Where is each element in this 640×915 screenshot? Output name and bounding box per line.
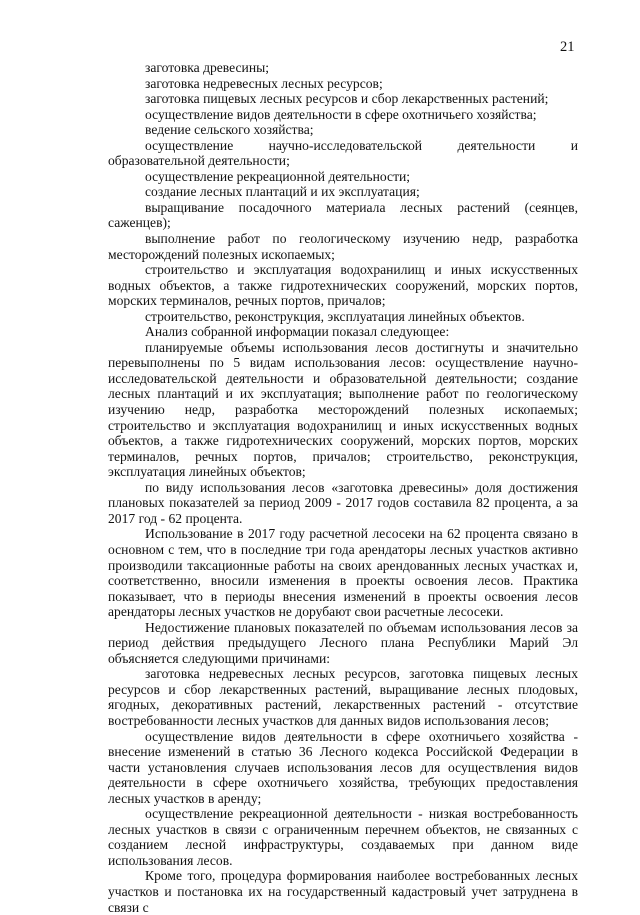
list-item-hunting: осуществление видов деятельности в сфере охотничьего хозяйства; (145, 106, 537, 122)
paragraph-allowable-cut: Использование в 2017 году расчетной лесосеки на 62 процента связано в основном с тем, что в последние три года арендаторы лесных участков активно производили таксационные работы на своих арендованных лесных участках и, соответственно, вносили изменения в проекты освоения лесов. Практика показывает, что в периоды внесения изменений в проекты освоения лесов арендаторы лесных участков не дорубают свои расчетные лесосеки. (108, 526, 578, 620)
finding-exceeded-plans: планируемые объемы использования лесов достигнуты и значительно перевыполнены по 5 видам использования лесов: осуществление научно-исследовательской деятельности и образовательной деятельности; создание лесных плантаций и их эксплуатация; выполнение работ по геологическому изучению недр, разработка месторождений полезных ископаемых; строительство и эксплуатация водохранилищ и иных искусственных водных объектов, а также гидротехнических сооружений, морских портов, морских терминалов, речных портов, причалов; строительство, реконструкция, эксплуатация линейных объектов; (108, 339, 578, 480)
document-body (108, 60, 578, 915)
list-item-food-resources: заготовка пищевых лесных ресурсов и сбор лекарственных растений; (145, 91, 549, 107)
list-item-geology: выполнение работ по геологическому изучению недр, разработка месторождений полезных ископаемых; (108, 231, 578, 262)
finding-timber-share: по виду использования лесов «заготовка древесины» доля достижения плановых показателей за период 2009 - 2017 годов составила 82 процента, а за 2017 год - 62 процента. (108, 479, 578, 526)
reason-recreation: осуществление рекреационной деятельности - низкая востребованность лесных участков в связи с ограниченным перечнем объектов, не связанных с созданием лесной инфраструктуры, создаваемых при данном виде использования лесов. (108, 806, 578, 868)
list-item-timber-harvesting: заготовка древесины; (145, 60, 270, 75)
list-item-seedlings: выращивание посадочного материала лесных растений (сеянцев, саженцев); (108, 199, 578, 231)
analysis-intro: Анализ собранной информации показал следующее: (145, 324, 450, 340)
page-number: 21 (560, 39, 575, 55)
list-item-research-education: осуществление научно-исследовательской деятельности и образовательной деятельности; (108, 137, 578, 169)
list-item-linear-objects: строительство, реконструкция, эксплуатация линейных объектов. (145, 308, 525, 324)
list-item-plantations: создание лесных плантаций и их эксплуатация; (145, 184, 420, 200)
reason-hunting: осуществление видов деятельности в сфере охотничьего хозяйства - внесение изменений в статью 36 Лесного кодекса Российской Федерации в части установления случаев использования лесов для осуществления видов деятельности в сфере охотничьего хозяйства, требующих предоставления лесных участков в аренду; (108, 728, 578, 806)
list-item-agriculture: ведение сельского хозяйства; (145, 122, 314, 138)
list-item-reservoirs-ports: строительство и эксплуатация водохранилищ и иных искусственных водных объектов, а также гидротехнических сооружений, морских портов, морских терминалов, речных портов, причалов; (108, 262, 578, 309)
list-item-recreation: осуществление рекреационной деятельности; (145, 168, 411, 184)
list-item-non-timber-resources: заготовка недревесных лесных ресурсов; (145, 75, 383, 91)
reason-non-timber: заготовка недревесных лесных ресурсов, заготовка пищевых лесных ресурсов и сбор лекарственных растений, выращивание лесных плодовых, ягодных, декоративных растений, лекарственных растений - отсутствие востребованности лесных участков для данных видов использования лесов; (108, 666, 578, 728)
paragraph-cadastral: Кроме того, процедура формирования наиболее востребованных лесных участков и постановка их на государственный кадастровый учет затруднена в связи с (108, 868, 578, 915)
paragraph-shortfall-reasons: Недостижение плановых показателей по объемам использования лесов за период действия предыдущего Лесного плана Республики Марий Эл объясняется следующими причинами: (108, 619, 578, 666)
